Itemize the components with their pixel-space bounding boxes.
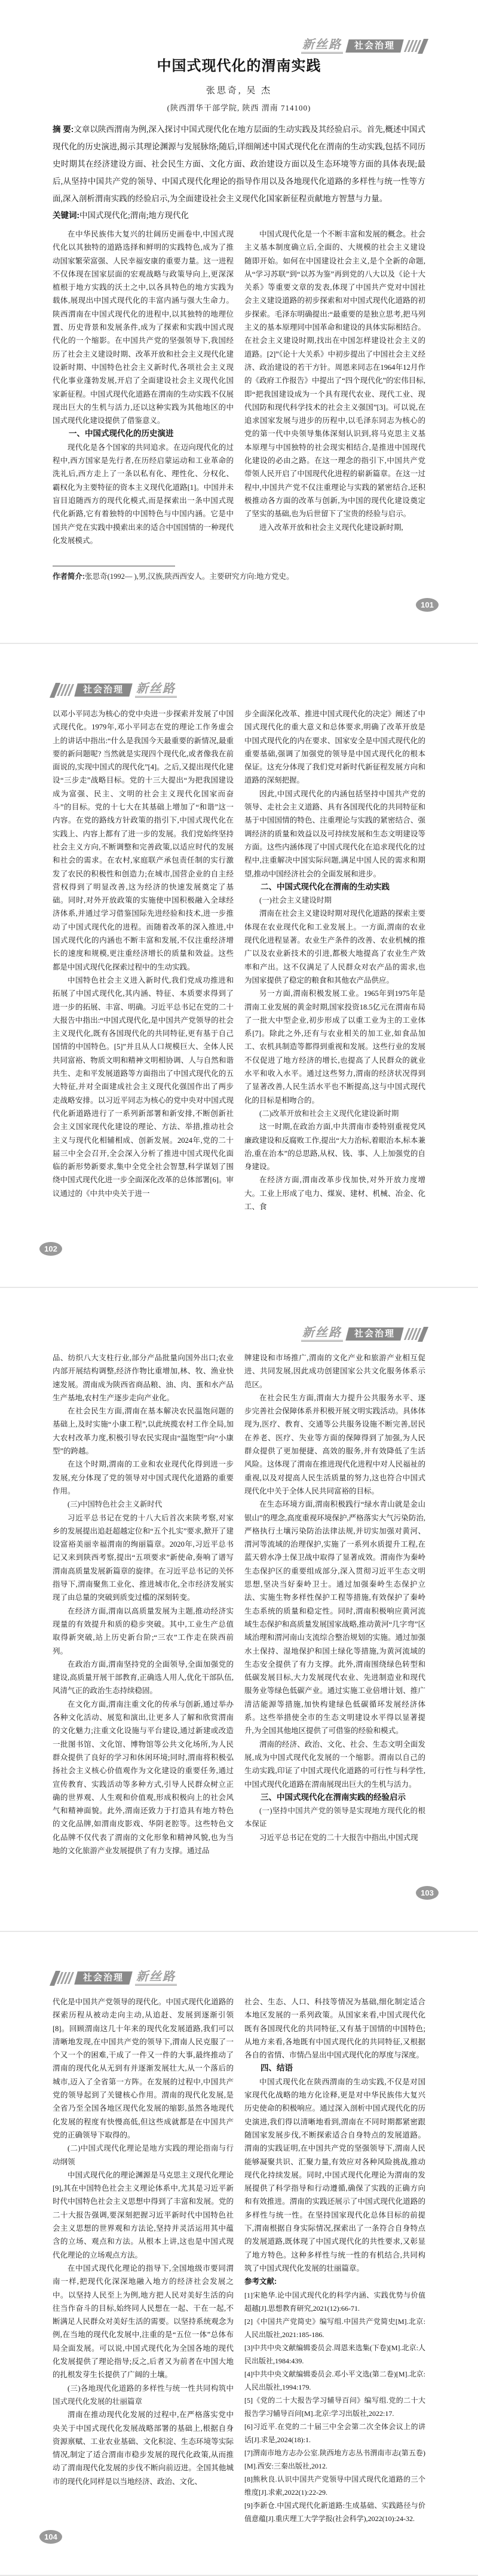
paragraph: 在这个时期,渭南的工业和农业现代化得到进一步发展,充分体现了党的领导对中国式现代化道路的重要作用。 — [53, 1460, 234, 1495]
right-column — [244, 1995, 425, 2527]
paragraph: 因此,中国式现代化的内涵包括坚持中国共产党的领导、走社会主义道路、具有各国现代化的共同特征和基于中国国情的特色、注重理论与实践的紧密结合、强调经济的质量和效益以及可持续发展和生态文明建设等方面。这些内涵体现了中国式现代化在追求现代化的过程中,注重解决中国实际问题,满足中国人民的需求和期望,推动中国经济社会的全面发展和进步。 — [244, 789, 425, 878]
paragraph: 社会、生态、人口、科技等情况为基础,细化制定适合本地区发展的一系列政策。从国家来看,中国式现代化既有各国现代化的共同特征,又有基于国情的中国特色;从地方来看,各地既有中国式现代化的共同特征,又根据各自的省情、市情凸显出中国式现代化的厚度与深度。 — [244, 1998, 425, 2060]
journal-logo: 新丝路 — [135, 1970, 177, 1986]
subsection-heading: (一)坚持中国共产党的领导是实现地方现代化的根本保证 — [244, 1807, 425, 1829]
right-column — [244, 707, 425, 1239]
paragraph: 现代化是各个国家的共同追求。在迈向现代化的过程中,西方国家是先行者,在历经启蒙运动和工业革命的洗礼后,西方走上了一条以私有化、理性化、分权化、霸权化为主要特征的资本主义现代化道路[1]。中国并未盲目追随西方的现代化模式,而是探索出一条中国式现代化新路,它有着独特的中国特色与中国内涵。它是中国共产党在实践中摸索出来的适合中国国情的一种现代化发展模式。 — [53, 443, 234, 545]
paragraph: 步全面深化改革、推进中国式现代化的决定》阐述了中国式现代化的重大意义和总体要求,明确了改革开放是中国式现代化的内在要求、国家安全是中国式现代化的重要基础,强调了加强党的领导是中国式现代化的根本保证。这充分体现了我们党对新时代新征程发展方向和道路的深刻把握。 — [244, 710, 425, 785]
journal-header — [53, 38, 425, 54]
reference-item: [5]《党的二十大报告学习辅导百问》编写组.党的二十大报告学习辅导百问[M].北京:学习出版社,2022:17. — [244, 2396, 425, 2418]
right-column — [244, 228, 425, 560]
paragraph: 中国式现代化在陕西渭南的生动实践,不仅是对国家现代化战略的地方化诠释,更是对中华民族伟大复兴历史使命的积极响应。通过深入剖析中国式现代化的历史演进,我们得以清晰地看到,渭南在不同时期都紧密跟随国家发展步伐,不断探索适合自身特点的发展道路。渭南的实践证明,在中国共产党的坚强领导下,渭南人民能够凝聚共识、汇聚力量,有效应对各种风险挑战,推动现代化持续发展。同时,中国式现代化理论为渭南的发展提供了科学指导和行动遵循,确保了实践的正确方向和有效推进。渭南的实践还展示了中国式现代化道路的多样性与统一性。在坚持国家现代化总体目标的前提下,渭南根据自身实际情况,探索出了一条符合自身特点的发展道路,既体现了中国式现代化的共性要求,又彰显了地方特色。这种多样性与统一性的有机结合,共同构筑了中国式现代化发展的壮丽篇章。 — [244, 2077, 425, 2273]
journal-header — [53, 682, 425, 698]
paragraph: 渭南在社会主义建设时期对现代化道路的探索主要体现在农业现代化和工业发展上。一方面,渭南的农业现代化进程显著。农业生产条件的改善、农业机械的推广以及农业新技术的引进,都极大地提高了农业生产效率和产出。这不仅满足了人民群众对农产品的需求,也为国家提供了稳定的粮食和其他农产品供应。 — [244, 909, 425, 985]
paragraph: 习近平总书记在党的十八大后首次来陕考察,对家乡的发展提出追赶超越定位和“五个扎实”要求,掀开了建设富裕美丽幸福渭南的绚丽篇章。2020年,习近平总书记又来到陕西考察,提出“五项要求”新使命,奏响了谱写渭南高质量发展新篇章的旋律。在习近平总书记的关怀指导下,渭南聚焦工业化、推进城市化,全市经济发展实现了由总量的突破到质变过槛的深刻转变。 — [53, 1513, 234, 1602]
paragraph: 在经济方面,渭南改革步伐加快,对外开放力度增大。工业上形成了电力、煤炭、建材、机械、冶金、化工、食 — [244, 1176, 425, 1211]
section-heading: 二、中国式现代化在渭南的生动实践 — [261, 882, 390, 891]
page-number: 103 — [416, 1886, 439, 1900]
paragraph: 另一方面,渭南积极发展工业。1965年到1975年是渭南工业发展的黄金时期,国家投资18.5亿元在渭南布局了一批大中型企业,初步形成了以重工业为主的工业体系[7]。除此之外,还有与农业相关的加工业,如食品加工、农机具制造等都得到重视和发展。这些行业的发展不仅促进了地方经济的增长,也提高了人民群众的就业水平和收入水平。通过这些努力,渭南的经济状况得到了显著改善,人民生活水平也不断提高,这与中国式现代化的目标是相吻合的。 — [244, 989, 425, 1105]
section-badge — [345, 1327, 404, 1341]
paragraph: 渭南的经济、政治、文化、社会、生态文明全面发展,成为中国式现代化发展的一个缩影。渭南以自己的生动实践,印证了中国式现代化道路的可行性与科学性,中国式现代化道路在渭南展现出巨大的生机与活力。 — [244, 1740, 425, 1789]
paragraph: 牌建设和市场推广,渭南的文化产业和旅游产业相互促进、共同发展,因此成功创建国家公共文化服务体系示范区。 — [244, 1354, 425, 1389]
paragraph: 渭南在推动现代化发展的过程中,在严格落实党中央关于中国式现代化发展战略部署的基础上,根据自身资源禀赋、工业农业基础、文化积淀、生态环境等实际情况,制定了适合渭南市稳步发展的现代化政策,从而推动了渭南现代化发展的步伐不断向前迈进。全国其他城市的现代化同样是以当地经济、政治、文化、 — [53, 2411, 234, 2486]
body-columns — [53, 707, 425, 1239]
section-badge-label: 社会治理 — [354, 41, 395, 51]
reference-item: [2]《中国共产党简史》编写组.中国共产党简史[M].北京:人民出版社,2021:185-186. — [244, 2317, 425, 2339]
references-heading: 参考文献: — [244, 2277, 277, 2286]
reference-item: [3]中共中央文献编辑委员会.周恩来选集(下卷)[M].北京:人民出版社,1984:439. — [244, 2343, 425, 2365]
section-badge — [345, 39, 404, 53]
journal-logo: 新丝路 — [301, 1326, 343, 1342]
section-heading: 一、中国式现代化的历史演进 — [69, 429, 174, 438]
keywords-label: 关键词: — [53, 211, 79, 220]
paragraph: 在社会民生方面,渭南大力提升公共服务水平、逐步完善社会保障体系并积极开展文明实践活动。具体体现为,医疗、教育、交通等公共服务设施不断完善,居民在养老、医疗、失业等方面的保障得到了加强,为人民群众提供了更加便捷、高效的服务,并有效降低了生活风险。这体现了渭南在推进现代化进程中对人民福祉的重视,以及对提高人民生活质量的努力,这也符合中国式现代化中关于全体人民共同富裕的目标。 — [244, 1393, 425, 1495]
left-column — [53, 1351, 234, 1883]
left-column — [53, 1995, 234, 2527]
abstract — [53, 121, 425, 207]
paragraph: 中国式现代化是一个不断丰富和发展的概念。社会主义基本制度确立后,全面的、大规模的社会主义建设随即开始。如何在中国建设社会主义,是个全新的命题,从“学习苏联”到“以苏为鉴”再到党的八大以及《论十大关系》等重要文章的发表,体现了中国共产党对中国社会主义建设道路的初步探索和对中国式现代化道路的初步探索。毛泽东明确提出:“最重要的是独立思考,把马列主义的基本原理同中国革命和建设的具体实际相结合。在社会主义建设时期,找出在中国怎样建设社会主义的道路。[2]”《论十大关系》中初步提出了中国社会主义经济、政治建设的若干方针。周恩来同志在1964年12月作的《政府工作报告》中提出了“四个现代化”的宏伟目标,即“把我国建设成为一个具有现代农业、现代工业、现代国防和现代科学技术的社会主义强国”[3]。可以说,在追求国家发展与进步的历程中,以毛泽东同志为核心的党的第一代中央领导集体深刻认识到,将马克思主义基本原理与中国独特的社会现实相结合,是推进中国现代化建设的必由之路。在这一理念的指引下,中国共产党带领人民开启了中国现代化进程的崭新篇章。在这一过程中,中国共产党不仅注重理论与实践的紧密结合,还积极推动各方面的改革与创新,为中国的现代化建设奠定了坚实的基础,也为后世留下了宝贵的经验与启示。 — [244, 230, 425, 519]
page-number: 102 — [39, 1242, 62, 1256]
paragraph: 中国式现代化的理论渊源是马克思主义现代化理论[9],其在中国特色社会主义理论体系中,尤其是习近平新时代中国特色社会主义思想中得到了丰富和发展。党的二十大报告强调,要深刻把握习近平新时代中国特色社会主义思想的世界观和方法论,坚持并灵活运用其中蕴含的立场、观点和方法。从根本上讲,这也是中国式现代化理论的立场观点方法。 — [53, 2170, 234, 2259]
header-slashes-icon — [53, 683, 72, 698]
journal-logo: 新丝路 — [135, 682, 177, 698]
journal-header — [53, 1970, 425, 1986]
page-title: 中国式现代化的渭南实践 — [157, 58, 321, 74]
author-footnote — [53, 566, 425, 582]
paragraph: 在中华民族伟大复兴的壮阔历史画卷中,中国式现代化以其独特的道路选择和鲜明的实践特色,成为了推动国家繁荣富强、人民幸福安康的重要力量。这一进程不仅体现在国家层面的宏观战略与政策导向上,更深深植根于地方实践的沃土之中,以各具特色的地方实践为载体,展现出中国式现代化的丰富内涵与强大生命力。陕西渭南在中国式现代化的进程中,以其独特的地理位置、历史背景和发展条件,成为了探索和实践中国式现代化的一个缩影。在中国共产党的坚强领导下,我国经历了社会主义建设时期、改革开放和社会主义现代化建设新时期、中国特色社会主义新时代,各项社会主义现代化事业蓬勃发展,开启了全面建设社会主义现代化国家新征程。中国式现代化道路在渭南的生动实践不仅展现出巨大的生机与活力,还以这种实践为其他地区的中国式现代化建设提供了借鉴意义。 — [53, 230, 234, 425]
reference-item: [4]中共中央文献编辑委员会.邓小平文选(第二卷)[M].北京:人民出版社,1994:179. — [244, 2369, 425, 2391]
footnote-label: 作者简介: — [53, 572, 85, 581]
reference-item: [6]习近平.在党的二十届三中全会第二次全体会议上的讲话[J].求是,2024(18):1. — [244, 2422, 425, 2444]
page-number: 101 — [416, 598, 439, 612]
subsection-heading: (三)中国特色社会主义新时代 — [68, 1500, 163, 1509]
paragraph: 在社会民生方面,渭南在基本解决农民温饱问题的基础上,及时实施“小康工程”,以此统揽农村工作全局,加大农村改革力度,积极引导农民实现由“温饱型”向“小康型”的跨越。 — [53, 1407, 234, 1456]
paragraph: 在政治方面,渭南坚持党的全面领导,全面加强党的建设,高质量开展干部教育,正确选人用人,优化干部队伍,风清气正的政治生态持续稳固。 — [53, 1660, 234, 1695]
paragraph: 这一时期,在政治方面,中共渭南市委特别重视党风廉政建设和反腐败工作,提出“大力治标,着眼治本,标本兼治,重在治本”的总思路,从权、钱、事、人上加强党的自身建设。 — [244, 1123, 425, 1172]
paragraph: 中国特色社会主义进入新时代,我们党成功推进和拓展了中国式现代化,其内涵、特征、本质要求得到了进一步的拓展、丰富、明确。习近平总书记在党的二十大报告中指出:“中国式现代化,是中国共产党领导的社会主义现代化,既有各国现代化的共同特征,更有基于自己国情的中国特色。[5]”并且从人口规模巨大、全体人民共同富裕、物质文明和精神文明相协调、人与自然和谐共生、走和平发展道路等方面指出了中国式现代化的五大特征,并对全面建成社会主义现代化强国作出了两步走战略安排。以习近平同志为核心的党中央对中国式现代化新道路进行了一系列新部署和新安排,不断创新社会主义国家现代化建设的理论、方法、举措,推动社会主义与现代化相辅相成、创新发展。2024年,党的二十届三中全会召开,全会深入分析了推进中国式现代化面临的新形势新要求,集中全党全社会智慧,科学谋划了围绕中国式现代化进一步全面深化改革的总体部署[6]。审议通过的《中共中央关于进一 — [53, 976, 234, 1198]
subsection-heading: (二)中国式现代化理论是地方实践的理论指南与行动纲领 — [53, 2144, 234, 2166]
footnote-text: 张思奇(1992— ),男,汉族,陕西西安人。主要研究方向:地方党史。 — [85, 572, 294, 581]
paragraph: 品、纺织八大支柱行业,部分产品批量向国外出口;农业内部开展结构调整,经济作物比重增加,林、牧、渔业快速发展。渭南成为陕西省商品粮、油、肉、蛋和水产品生产基地,农村生产逐步走向产业化。 — [53, 1354, 234, 1402]
journal-logo: 新丝路 — [301, 38, 343, 54]
reference-item: [7]渭南市地方志办公室.陕西地方志丛书渭南市志(第五卷)[M].西安:三秦出版社,2012. — [244, 2448, 425, 2470]
header-slashes-icon — [406, 1327, 425, 1342]
affiliation: (陕西渭华干部学院, 陕西 渭南 714100) — [167, 103, 311, 112]
paragraph: 在文化方面,渭南注重文化的传承与创新,通过举办各种文化活动、展览和演出,让更多人了解和欣赏渭南的文化魅力;注重文化设施与平台建设,通过新建或改造一批图书馆、文化馆、博物馆等公共文化场所,为人民群众提供了良好的学习和休闲环境;同时,渭南将积极弘扬社会主义核心价值观作为文化建设的重要任务,通过宣传教育、实践活动等多种方式,引导人民群众树立正确的世界观、人生观和价值观,形成积极向上的社会风气和精神面貌。此外,渭南还致力于打造具有地方特色的文化品牌,如渭南皮影戏、华阴老腔等。这些特色文化品牌不仅代表了渭南的文化形象和精神风貌,也为当地的文化旅游产业发展提供了有力支撑。通过品 — [53, 1700, 234, 1855]
right-column — [244, 1351, 425, 1883]
section-heading: 三、中国式现代化在渭南实践的经验启示 — [261, 1792, 406, 1802]
section-badge — [74, 683, 133, 697]
left-column — [53, 228, 234, 560]
paragraph: 进入改革开放和社会主义现代化建设新时期, — [259, 523, 403, 532]
section-badge-label: 社会治理 — [354, 1329, 395, 1339]
left-column — [53, 707, 234, 1239]
paragraph: 在经济方面,渭南以高质量发展为主题,推动经济实现量的有效提升和质的稳步突破。其中,工业生产总值取得新突破,站上历史新台阶;“三农”工作走在陕西前列。 — [53, 1606, 234, 1655]
reference-item: [9]李新仓.中国式现代化新道路:生成基础、实践路径与价值意蕴[J].重庆理工大学学报(社会科学),2022(10):24-32. — [244, 2501, 425, 2523]
journal-header — [53, 1326, 425, 1342]
section-badge-label: 社会治理 — [83, 1973, 124, 1983]
section-badge — [74, 1971, 133, 1985]
page-3 — [0, 1288, 478, 1931]
body-columns — [53, 1995, 425, 2527]
page-1 — [0, 0, 478, 643]
body-columns — [53, 228, 425, 560]
paragraph: 在生态环境方面,渭南积极践行“绿水青山就是金山银山”的理念,高度重视环境保护,严格落实大气污染防治,严格执行土壤污染防治法律法规,并切实加强对黄河、渭河等流域的治理保护,实施了一系列水质提升工程,在蓝天碧水净土保卫战中取得了显著成效。渭南作为秦岭生态保护区的重要组成部分,深入贯彻习近平生态文明思想,坚决当好秦岭卫士。通过加强秦岭生态保护立法、实施生物多样性保护工程等措施,有效保护了秦岭生态系统的质量和稳定性。同时,渭南积极响应黄河流域生态保护和高质量发展国家战略,推动黄河“几字弯”区域治理和渭河南山支流综合整治规划的实施。通过加强水土保持、湿地保护和国土绿化等措施,为黄河流域的生态安全提供了有力支撑。此外,渭南围绕绿色转型和低碳发展目标,大力发展现代农业、先进制造业和现代服务业等绿色低碳产业。通过实施工业倍增计划、推广清洁能源等措施,加快构建绿色低碳循环发展经济体系。这些举措使全市的生态文明建设水平得以显著提升,为全国其他地区提供了可借鉴的经验和模式。 — [244, 1500, 425, 1735]
paragraph: 代化是中国共产党领导的现代化。中国式现代化道路的探索历程从被动走向主动,从追赶、发展到逐渐引领[8]。回顾渭南这几十年来的现代化发展道路,我们可以清晰地发现,在中国共产党的领导下,渭南人民克服了一个又一个的困难,干成了一件又一件的大事,最终推动了渭南的现代化从无到有并逐渐发展壮大,从一个落后的城市,迈入了全省第一方阵。在发展的过程中,中国共产党的领导起到了关键核心作用。渭南的现代化发展,是全省乃至全国各地区现代化发展的缩影,虽然各地现代化发展的程度有快慢高低,但这些成就都是在中国共产党的正确领导下取得的。 — [53, 1998, 234, 2139]
page-2 — [0, 644, 478, 1287]
section-badge-label: 社会治理 — [83, 685, 124, 695]
abstract-text: 文章以陕西渭南为例,深入探讨中国式现代化在地方层面的生动实践及其经验启示。首先,概述中国式现代化的历史演进,揭示其理论渊源与发展脉络;随后,详细阐述中国式现代化在渭南的生动实践,包括不同历史时期其在经济建设方面、社会民生方面、文化方面、政治建设方面以及生态环境等方面的具体表现;最后,从坚持中国共产党的领导、中国式现代化理论的指导作用以及各地现代化道路的多样性与统一性等方面,深入剖析渭南实践的经验启示,为全面建设社会主义现代化国家新征程贡献地方智慧与力量。 — [53, 125, 425, 203]
paragraph: 在中国式现代化理论的指导下,全国地级市要同渭南一样,把现代化深深地融入地方的经济社会发展之中。以坚持人民至上为例,地方把人民对美好生活的向往当作奋斗的目标,始终同人民想在一起、干在一起,不断满足人民群众对美好生活的需要。以坚持系统观念为例,在当地的现代化发展中,注重的是“五位一体”总体布局全面发展。可以说,中国式现代化为全国各地的现代化发展提供了理论指导;反之,后者又为前者在中国大地的扎根发芽生长提供了广阔的土壤。 — [53, 2264, 234, 2379]
reference-item: [1]宋艳华.论中国式现代化的科学内涵、实践优势与价值超越[J].思想教育研究,2021(12):66-71. — [244, 2290, 425, 2313]
subsection-heading: (三)各地现代化道路的多样性与统一性共同构筑中国式现代化发展的壮丽篇章 — [53, 2384, 234, 2406]
reference-item: [8]熊秋良.认识中国共产党领导中国式现代化道路的三个维度[J].求索,2022(1):22-29. — [244, 2474, 425, 2497]
abstract-label: 摘 要: — [53, 125, 74, 134]
page-number: 104 — [39, 2530, 62, 2544]
subsection-heading: (二)改革开放和社会主义现代化建设新时期 — [259, 1109, 399, 1118]
keywords-text: 中国式现代化;渭南;地方现代化 — [79, 211, 189, 220]
authors: 张思奇, 吴 杰 — [206, 86, 272, 96]
section-heading: 四、结语 — [261, 2063, 293, 2073]
page-4 — [0, 1932, 478, 2575]
keywords — [53, 207, 425, 224]
body-columns — [53, 1351, 425, 1883]
paragraph: 以邓小平同志为核心的党中央进一步探索并发展了中国式现代化。1979年,邓小平同志在党的理论工作务虚会上的讲话中指出:“什么是我国今天最重要的新情况,最重要的新问题呢? 当然就是实现四个现代化,或者像我在前面说的,实现中国式的现代化”[4]。之后,又提出现代化建设“三步走”战略目标。党的十三大提出“为把我国建设成为富强、民主、文明的社会主义现代化国家而奋斗”的目标。党的十七大在其基础上增加了“和谐”这一内容。在党的路线方针政策的指引下,中国式现代化在实践上、内容上都有了进一步的发展。我们党始终坚持社会主义方向,不断调整和完善政策,以适应时代的发展和社会的需求。在农村,家庭联产承包责任制的实行激发了农民的积极性和创造力;在城市,国营企业的自主经营权得到了明显改善,这为经济的快速发展奠定了基础。同时,对外开放政策的实施使中国积极融入全球经济体系,并通过学习借鉴国际先进经验和技术,进一步推动了中国式现代化的进程。而随着改革的深入推进,中国式现代化的内涵也不断丰富和发展,不仅注重经济增长的速度和规模,更注重经济增长的质量和效益。这些都是中国式现代化探索过程中的生动实践。 — [53, 710, 234, 971]
header-slashes-icon — [406, 39, 425, 54]
paragraph: 习近平总书记在党的二十大报告中指出,中国式现 — [259, 1833, 418, 1842]
subsection-heading: (一)社会主义建设时期 — [259, 896, 332, 905]
header-slashes-icon — [53, 1971, 72, 1986]
